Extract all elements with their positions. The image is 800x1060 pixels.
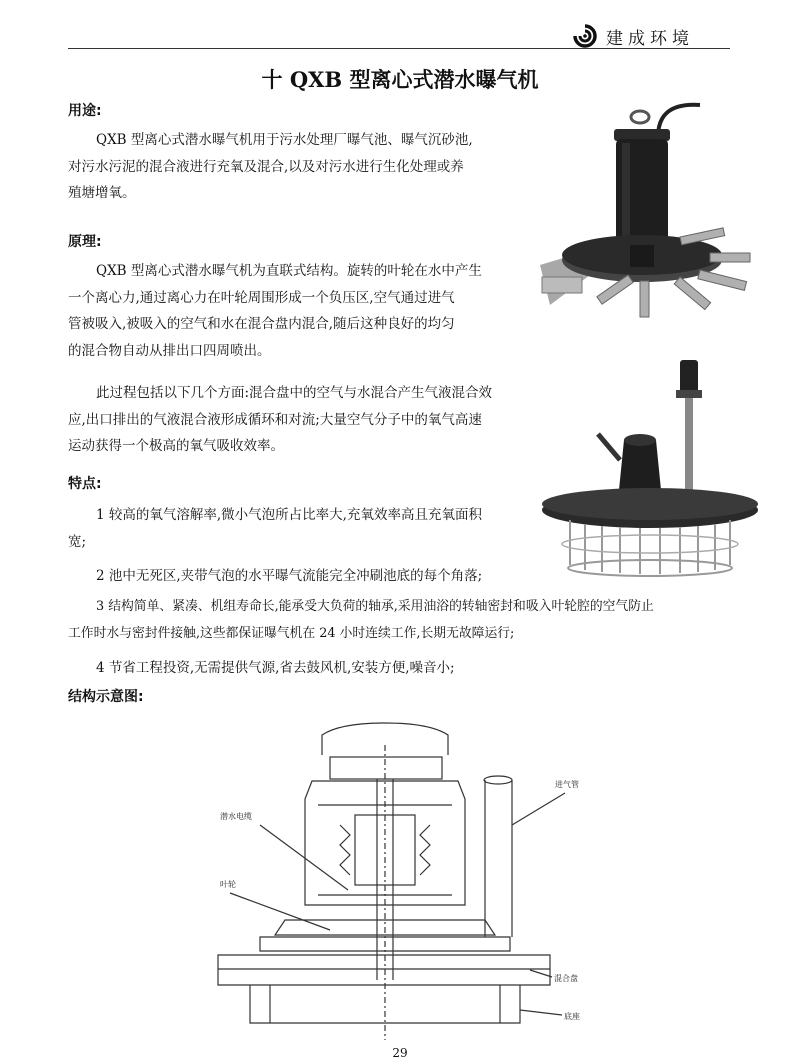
principle-paragraph	[68, 258, 538, 364]
process-line: 应,出口排出的气液混合液形成循环和对流;大量空气分子中的氧气高速	[68, 411, 482, 428]
page-number: 29	[392, 1046, 408, 1060]
feature-3	[68, 594, 738, 647]
feature-line: 3 结构简单、紧凑、机组寿命长,能承受大负荷的轴承,采用油浴的转轴密封和吸入叶轮腔的空气防止	[96, 599, 654, 614]
feature-line: 2 池中无死区,夹带气泡的水平曝气流能完全冲刷池底的每个角落;	[96, 568, 483, 584]
usage-paragraph	[68, 127, 538, 207]
usage-heading: 用途:	[68, 103, 102, 119]
feature-line: 4 节省工程投资,无需提供气源,省去鼓风机,安装方便,噪音小;	[96, 660, 455, 676]
feature-1	[68, 502, 538, 555]
feature-4	[68, 655, 738, 682]
brand-logo-icon	[572, 24, 598, 48]
principle-line: 的混合物自动从排出口四周喷出。	[68, 342, 271, 359]
feature-line: 宽;	[68, 533, 87, 550]
header-rule	[68, 48, 730, 49]
usage-line: 对污水污泥的混合液进行充氧及混合,以及对污水进行生化处理或养	[68, 158, 464, 175]
usage-line: QXB 型离心式潜水曝气机用于污水处理厂曝气池、曝气沉砂池,	[96, 132, 473, 148]
structure-diagram	[190, 715, 610, 1045]
usage-line: 殖塘增氧。	[68, 185, 136, 201]
process-paragraph	[68, 380, 538, 460]
label-intake: 进气管	[555, 780, 579, 789]
label-impeller: 叶轮	[220, 880, 236, 889]
feature-line: 1 较高的氧气溶解率,微小气泡所占比率大,充氧效率高且充氧面积	[96, 507, 482, 523]
process-line: 此过程包括以下几个方面:混合盘中的空气与水混合产生气液混合效	[96, 385, 493, 401]
page-title: 十 QXB 型离心式潜水曝气机	[261, 67, 539, 92]
process-line: 运动获得一个极高的氧气吸收效率。	[68, 438, 284, 454]
label-mixing-plate: 混合盘	[554, 974, 578, 983]
principle-line: QXB 型离心式潜水曝气机为直联式结构。旋转的叶轮在水中产生	[96, 263, 482, 279]
aerator-photo-1	[530, 95, 755, 325]
feature-2	[68, 563, 538, 590]
principle-heading: 原理:	[68, 234, 102, 250]
features-heading: 特点:	[68, 476, 102, 492]
feature-line: 工作时水与密封件接触,这些都保证曝气机在 24 小时连续工作,长期无故障运行;	[68, 625, 515, 641]
brand-name: 建成环境	[606, 28, 694, 49]
aerator-photo-2	[540, 360, 770, 585]
label-base: 底座	[564, 1012, 580, 1021]
diagram-heading: 结构示意图:	[68, 689, 144, 705]
principle-line: 一个离心力,通过离心力在叶轮周围形成一个负压区,空气通过进气	[68, 289, 455, 306]
brand-header	[572, 24, 694, 48]
principle-line: 管被吸入,被吸入的空气和水在混合盘内混合,随后这种良好的均匀	[68, 316, 455, 332]
label-cable: 潜水电缆	[220, 812, 252, 821]
